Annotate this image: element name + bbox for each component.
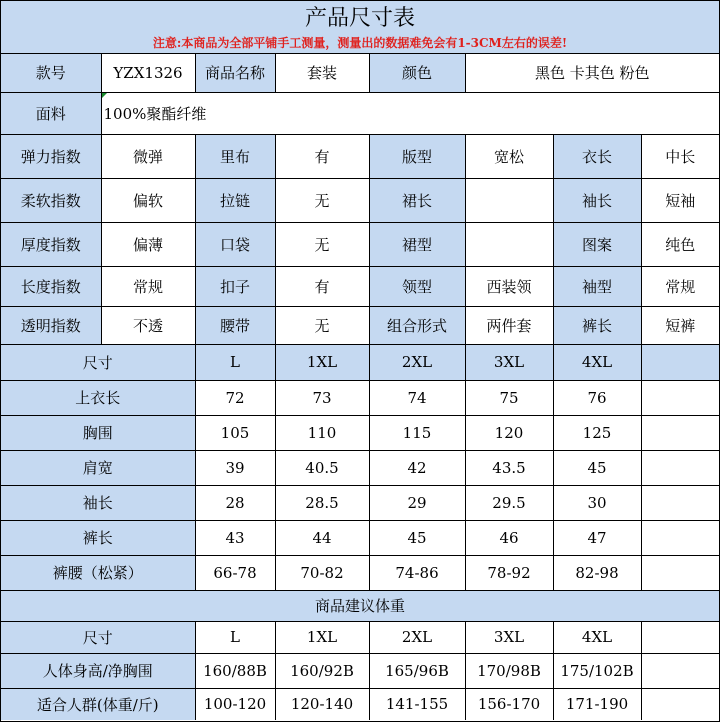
fabric-row <box>1 92 719 134</box>
size-row-label: 裤长 <box>1 520 195 555</box>
attribute-row <box>1 134 719 178</box>
size-cell: 125 <box>553 415 641 450</box>
size-header-cell: L <box>195 344 275 380</box>
attr-cell: 微弹 <box>101 134 195 178</box>
weight-row-label: 适合人群(体重/斤) <box>1 688 195 720</box>
weight-row <box>1 653 719 688</box>
attr-cell: 里布 <box>195 134 275 178</box>
weight-cell <box>641 688 719 720</box>
fabric-value: 100%聚酯纤维 <box>101 92 719 134</box>
attr-cell: 裙长 <box>369 178 465 222</box>
size-cell: 66-78 <box>195 555 275 590</box>
attr-cell: 图案 <box>553 222 641 266</box>
weight-header-cell: 3XL <box>465 621 553 653</box>
weight-cell: 160/92B <box>275 653 369 688</box>
attr-cell: 不透 <box>101 306 195 344</box>
weight-title-row <box>1 590 719 621</box>
size-cell: 39 <box>195 450 275 485</box>
attr-cell: 有 <box>275 266 369 306</box>
size-cell: 29 <box>369 485 465 520</box>
weight-cell: 160/88B <box>195 653 275 688</box>
attribute-row <box>1 222 719 266</box>
size-cell: 43 <box>195 520 275 555</box>
weight-cell: 171-190 <box>553 688 641 720</box>
size-header-cell: 4XL <box>553 344 641 380</box>
size-cell <box>641 485 719 520</box>
weight-cell: 170/98B <box>465 653 553 688</box>
attr-cell: 偏薄 <box>101 222 195 266</box>
size-row-label: 袖长 <box>1 485 195 520</box>
attr-cell: 无 <box>275 222 369 266</box>
size-cell: 74-86 <box>369 555 465 590</box>
size-header-cell: 3XL <box>465 344 553 380</box>
size-cell: 29.5 <box>465 485 553 520</box>
size-cell: 30 <box>553 485 641 520</box>
size-cell: 46 <box>465 520 553 555</box>
product-name-label: 商品名称 <box>195 54 275 92</box>
spec-table <box>1 54 719 720</box>
attr-cell: 无 <box>275 306 369 344</box>
attr-cell: 常规 <box>641 266 719 306</box>
weight-header-cell: 尺寸 <box>1 621 195 653</box>
size-cell: 28.5 <box>275 485 369 520</box>
weight-cell: 175/102B <box>553 653 641 688</box>
attr-cell: 纯色 <box>641 222 719 266</box>
attr-cell: 偏软 <box>101 178 195 222</box>
style-no-value: YZX1326 <box>101 54 195 92</box>
attr-cell: 衣长 <box>553 134 641 178</box>
weight-cell: 120-140 <box>275 688 369 720</box>
size-cell: 105 <box>195 415 275 450</box>
size-cell: 110 <box>275 415 369 450</box>
size-row <box>1 450 719 485</box>
size-cell: 47 <box>553 520 641 555</box>
size-row-label: 裤腰（松紧） <box>1 555 195 590</box>
weight-cell: 141-155 <box>369 688 465 720</box>
attr-cell: 短袖 <box>641 178 719 222</box>
attr-cell: 拉链 <box>195 178 275 222</box>
size-row-label: 肩宽 <box>1 450 195 485</box>
size-cell: 28 <box>195 485 275 520</box>
attribute-row <box>1 306 719 344</box>
size-cell: 82-98 <box>553 555 641 590</box>
weight-header-cell <box>641 621 719 653</box>
size-row <box>1 520 719 555</box>
attr-cell: 袖长 <box>553 178 641 222</box>
size-cell <box>641 415 719 450</box>
attr-cell: 透明指数 <box>1 306 101 344</box>
weight-cell <box>641 653 719 688</box>
attr-cell: 柔软指数 <box>1 178 101 222</box>
size-row <box>1 485 719 520</box>
weight-row-label: 人体身高/净胸围 <box>1 653 195 688</box>
size-cell: 45 <box>369 520 465 555</box>
weight-header-cell: 2XL <box>369 621 465 653</box>
attr-cell: 组合形式 <box>369 306 465 344</box>
page-title: 产品尺寸表 <box>304 6 415 31</box>
size-header-cell: 1XL <box>275 344 369 380</box>
size-cell: 45 <box>553 450 641 485</box>
fabric-label: 面料 <box>1 92 101 134</box>
size-row <box>1 380 719 415</box>
attr-cell: 弹力指数 <box>1 134 101 178</box>
attr-cell: 中长 <box>641 134 719 178</box>
attr-cell <box>465 178 553 222</box>
size-cell: 70-82 <box>275 555 369 590</box>
size-cell: 120 <box>465 415 553 450</box>
color-value: 黑色 卡其色 粉色 <box>465 54 719 92</box>
attr-cell: 扣子 <box>195 266 275 306</box>
size-cell: 115 <box>369 415 465 450</box>
attr-cell: 口袋 <box>195 222 275 266</box>
weight-cell: 156-170 <box>465 688 553 720</box>
size-row <box>1 555 719 590</box>
size-row-label: 胸围 <box>1 415 195 450</box>
attr-cell: 版型 <box>369 134 465 178</box>
title-bar <box>1 1 719 54</box>
size-header-cell: 2XL <box>369 344 465 380</box>
attr-cell: 腰带 <box>195 306 275 344</box>
size-cell: 43.5 <box>465 450 553 485</box>
size-header-row <box>1 344 719 380</box>
attr-cell: 宽松 <box>465 134 553 178</box>
attr-cell: 厚度指数 <box>1 222 101 266</box>
attr-cell: 袖型 <box>553 266 641 306</box>
weight-header-cell: 1XL <box>275 621 369 653</box>
attr-cell: 裙型 <box>369 222 465 266</box>
attr-cell: 长度指数 <box>1 266 101 306</box>
weight-section-title: 商品建议体重 <box>1 590 719 621</box>
weight-header-cell: L <box>195 621 275 653</box>
attribute-row <box>1 266 719 306</box>
info-row <box>1 54 719 92</box>
size-cell: 75 <box>465 380 553 415</box>
size-row <box>1 415 719 450</box>
size-cell: 73 <box>275 380 369 415</box>
size-header-cell: 尺寸 <box>1 344 195 380</box>
attr-cell: 短裤 <box>641 306 719 344</box>
size-cell: 76 <box>553 380 641 415</box>
size-cell <box>641 555 719 590</box>
measurement-notice: 注意:本商品为全部平铺手工测量，测量出的数据难免会有1-3CM左右的误差! <box>152 36 568 50</box>
size-cell <box>641 380 719 415</box>
attr-cell: 裤长 <box>553 306 641 344</box>
attribute-row <box>1 178 719 222</box>
weight-header-cell: 4XL <box>553 621 641 653</box>
size-cell: 74 <box>369 380 465 415</box>
weight-row <box>1 688 719 720</box>
size-cell: 40.5 <box>275 450 369 485</box>
attr-cell: 有 <box>275 134 369 178</box>
size-cell: 44 <box>275 520 369 555</box>
size-cell <box>641 450 719 485</box>
size-cell: 42 <box>369 450 465 485</box>
attr-cell: 常规 <box>101 266 195 306</box>
style-no-label: 款号 <box>1 54 101 92</box>
attr-cell: 领型 <box>369 266 465 306</box>
size-row-label: 上衣长 <box>1 380 195 415</box>
size-cell <box>641 520 719 555</box>
weight-header-row <box>1 621 719 653</box>
attr-cell: 两件套 <box>465 306 553 344</box>
size-cell: 78-92 <box>465 555 553 590</box>
size-header-cell <box>641 344 719 380</box>
size-cell: 72 <box>195 380 275 415</box>
weight-cell: 165/96B <box>369 653 465 688</box>
attr-cell: 西装领 <box>465 266 553 306</box>
product-name-value: 套装 <box>275 54 369 92</box>
attr-cell <box>465 222 553 266</box>
attr-cell: 无 <box>275 178 369 222</box>
color-label: 颜色 <box>369 54 465 92</box>
weight-cell: 100-120 <box>195 688 275 720</box>
